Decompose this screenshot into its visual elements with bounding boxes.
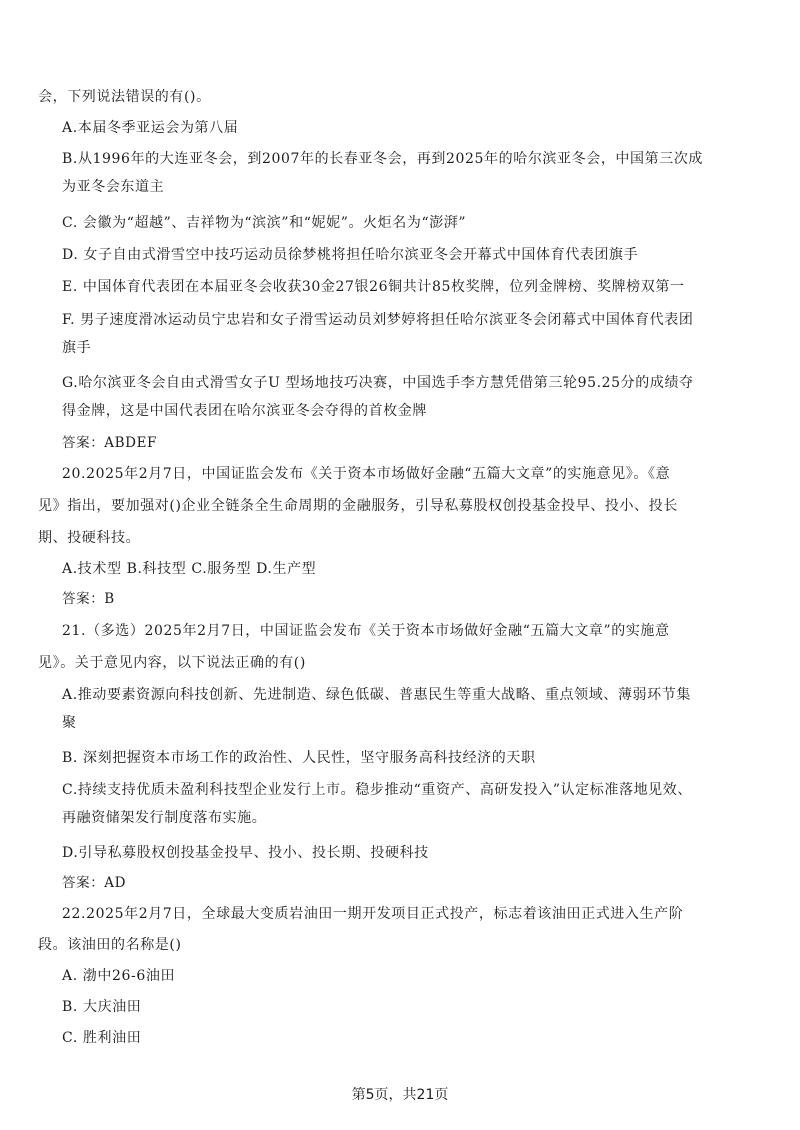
q21-option-b: B. 深刻把握资本市场工作的政治性、人民性，坚守服务高科技经济的天职 (62, 750, 536, 766)
q22-option-b: B. 大庆油田 (62, 999, 142, 1015)
q21-option-d: D.引导私募股权创投基金投早、投小、投长期、投硬科技 (62, 845, 429, 861)
q22-stem-line2: 段。该油田的名称是() (38, 937, 182, 953)
q19-option-f-line1: F. 男子速度滑冰运动员宁忠岩和女子滑雪运动员刘梦婷将担任哈尔滨亚冬会闭幕式中国体育代表团 (62, 312, 694, 328)
q20-answer: 答案：B (62, 591, 115, 607)
q21-option-a-line2: 聚 (62, 715, 77, 731)
q21-option-a-line1: A.推动要素资源向科技创新、先进制造、绿色低碳、普惠民生等重大战略、重点领域、薄弱环节集 (62, 687, 691, 703)
q19-answer: 答案：ABDEF (62, 435, 158, 451)
page-number-footer: 第5页，共21页 (351, 1087, 449, 1103)
q19-option-f-line2: 旗手 (62, 340, 92, 356)
q21-option-c-line2: 再融资储架发行制度落布实施。 (62, 810, 267, 826)
q21-option-c-line1: C.持续支持优质未盈利科技型企业发行上市。稳步推动“重资产、高研发投入”认定标准落地见效、 (62, 782, 692, 798)
q19-option-c: C. 会徽为“超越”、吉祥物为“滨滨”和“妮妮”。火炬名为“澎湃” (62, 215, 467, 231)
q19-option-b-line2: 为亚冬会东道主 (62, 179, 165, 195)
q19-option-a: A.本届冬季亚运会为第八届 (62, 120, 239, 136)
q21-answer: 答案：AD (62, 875, 127, 891)
q22-option-c: C. 胜利油田 (62, 1030, 142, 1046)
q19-option-d: D. 女子自由式滑雪空中技巧运动员徐梦桃将担任哈尔滨亚冬会开幕式中国体育代表团旗手 (62, 247, 639, 263)
q20-options: A.技术型 B.科技型 C.服务型 D.生产型 (62, 561, 317, 577)
q19-option-g-line1: G.哈尔滨亚冬会自由式滑雪女子U 型场地技巧决赛，中国选手李方慧凭借第三轮95.25分的成绩夺 (62, 375, 694, 391)
q22-stem-line1: 22.2025年2月7日，全球最大变质岩油田一期开发项目正式投产，标志着该油田正式进入生产阶 (62, 906, 684, 922)
q19-option-b-line1: B.从1996年的大连亚冬会，到2007年的长春亚冬会，再到2025年的哈尔滨亚冬会，中国第三次成 (62, 151, 704, 167)
q20-stem-line1: 20.2025年2月7日，中国证监会发布《关于资本市场做好金融“五篇大文章”的实施意见》。《意 (62, 466, 671, 482)
q21-stem-line2: 见》。关于意见内容，以下说法正确的有() (38, 655, 306, 671)
q19-option-e: E. 中国体育代表团在本届亚冬会收获30金27银26铜共计85枚奖牌，位列金牌榜、奖牌榜双第一 (62, 279, 685, 295)
q20-stem-line2: 见》指出，要加强对()企业全链条全生命周期的金融服务，引导私募股权创投基金投早、投小、投长 (38, 498, 678, 514)
q20-stem-line3: 期、投硬科技。 (38, 530, 141, 546)
q21-stem-line1: 21.（多选）2025年2月7日，中国证监会发布《关于资本市场做好金融“五篇大文章”的实施意 (62, 623, 670, 639)
q19-option-g-line2: 得金牌，这是中国代表团在哈尔滨亚冬会夺得的首枚金牌 (62, 403, 427, 419)
question-19-stem-tail: 会，下列说法错误的有()。 (38, 89, 211, 105)
q22-option-a: A. 渤中26-6油田 (62, 968, 176, 984)
